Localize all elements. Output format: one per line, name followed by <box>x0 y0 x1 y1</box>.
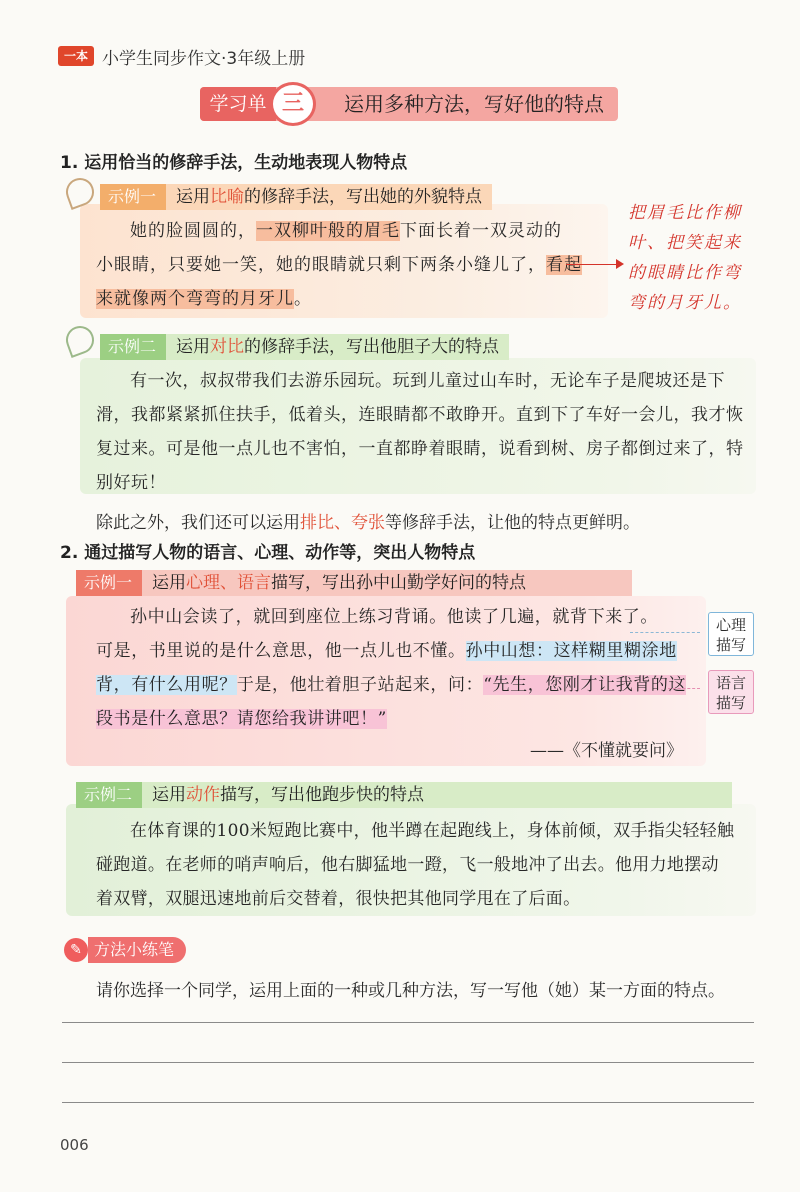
source-citation: ——《不懂就要问》 <box>530 741 683 761</box>
title-text: 描写，写出孙中山勤学好问的特点 <box>271 573 527 593</box>
example-tag: 示例二 <box>76 782 142 808</box>
example-paragraph <box>96 214 596 316</box>
example-header-4 <box>76 782 732 808</box>
highlighted-text: 段书是什么意思？请您给我讲讲吧！” <box>96 709 387 729</box>
paragraph-line: 着双臂，双腿迅速地前后交替着，很快把其他同学甩在了后面。 <box>96 889 581 909</box>
side-label-text: 描写 <box>715 636 746 654</box>
text-run: 小眼睛，只要她一笑，她的眼睛就只剩下两条小缝儿了， <box>96 255 546 275</box>
paragraph-line <box>96 248 596 282</box>
section-heading-2: 2. 通过描写人物的语言、心理、动作等，突出人物特点 <box>60 543 476 563</box>
title-text: 运用 <box>152 573 187 593</box>
text-run: 。 <box>294 289 312 309</box>
brand-logo: 一本 <box>58 46 94 66</box>
title-text: 描写，写出他跑步快的特点 <box>220 785 425 805</box>
highlighted-text: 一双柳叶般的眉毛 <box>256 221 400 241</box>
paperclip-icon <box>62 322 98 358</box>
example-title <box>166 184 492 210</box>
highlighted-text: “先生，您刚才让我背的这 <box>483 675 687 695</box>
paragraph-line: 复过来。可是他一点儿也不害怕，一直都睁着眼睛，说看到树、房子都倒过来了，特 <box>96 439 744 459</box>
example-tag: 示例一 <box>76 570 142 596</box>
worksheet-label: 学习单 <box>200 87 276 121</box>
highlighted-text: 背，有什么用呢？ <box>96 675 237 695</box>
example-tag: 示例二 <box>100 334 166 360</box>
side-label-psychology <box>708 612 754 656</box>
side-label-text: 语言 <box>715 674 746 692</box>
annotation-dash-line <box>630 632 700 633</box>
text-run: 于是，他壮着胆子站起来，问： <box>236 675 484 695</box>
example-paragraph <box>96 600 706 736</box>
section-heading-1: 1. 运用恰当的修辞手法，生动地表现人物特点 <box>60 153 408 173</box>
title-highlight: 心理、语言 <box>186 573 272 593</box>
worksheet-number-badge: 三 <box>270 82 316 126</box>
book-title: 小学生同步作文·3年级上册 <box>102 49 306 69</box>
highlighted-text: 排比、夸张 <box>300 513 385 533</box>
highlighted-text: 看起 <box>546 255 582 275</box>
paragraph-line <box>96 282 596 316</box>
title-highlight: 比喻 <box>210 187 245 207</box>
paragraph-line <box>96 214 596 248</box>
example-tag: 示例一 <box>100 184 166 210</box>
title-text: 运用 <box>152 785 187 805</box>
text-run: 除此之外，我们还可以运用 <box>96 513 300 533</box>
title-text: 运用 <box>176 187 211 207</box>
text-run: 等修辞手法，让他的特点更鲜明。 <box>385 513 640 533</box>
paragraph-line: 滑，我都紧紧抓住扶手，低着头，连眼睛都不敢睁开。直到下了车好一会儿，我才恢 <box>96 405 744 425</box>
side-label-text: 描写 <box>715 694 746 712</box>
example-header-2 <box>100 334 509 360</box>
page-number: 006 <box>60 1136 89 1154</box>
paragraph-line <box>96 668 706 702</box>
paragraph-line <box>96 702 706 736</box>
text-run: 可是，书里说的是什么意思，他一点儿也不懂。 <box>96 641 466 661</box>
side-label-text: 心理 <box>715 616 746 634</box>
example-paragraph <box>96 814 756 916</box>
paragraph-line: 别好玩！ <box>96 473 166 493</box>
writing-line[interactable] <box>62 1022 754 1023</box>
paragraph-line: 在体育课的100米短跑比赛中，他半蹲在起跑线上，身体前倾，双手指尖轻轻触 <box>130 821 735 841</box>
annotation-arrow <box>566 264 622 265</box>
paragraph-line: 有一次，叔叔带我们去游乐园玩。玩到儿童过山车时，无论车子是爬坡还是下 <box>130 371 725 391</box>
title-text: 运用 <box>176 337 211 357</box>
worksheet-title: 运用多种方法，写好他的特点 <box>344 92 604 116</box>
example-header-3 <box>76 570 632 596</box>
paragraph-line <box>96 634 706 668</box>
example-title <box>166 334 509 360</box>
arrow-head-icon <box>616 259 624 269</box>
text-run: 下面长着一双灵动的 <box>400 221 562 241</box>
example-paragraph <box>96 364 756 500</box>
writing-line[interactable] <box>62 1102 754 1103</box>
example-title <box>142 782 732 808</box>
highlighted-text: 来就像两个弯弯的月牙儿 <box>96 289 294 309</box>
title-text: 的修辞手法，写出她的外貌特点 <box>244 187 483 207</box>
example-title <box>142 570 632 596</box>
practice-label: 方法小练笔 <box>88 937 186 963</box>
title-highlight: 动作 <box>186 785 221 805</box>
annotation-dash-line <box>668 688 700 689</box>
handwritten-note: 把眉毛比作柳叶、把笑起来的眼睛比作弯弯的月牙儿。 <box>628 203 742 313</box>
writing-line[interactable] <box>62 1062 754 1063</box>
highlighted-text: 孙中山想：这样糊里糊涂地 <box>465 641 677 661</box>
summary-text <box>96 508 640 533</box>
paragraph-line <box>96 600 706 634</box>
side-label-speech <box>708 670 754 714</box>
practice-prompt: 请你选择一个同学，运用上面的一种或几种方法，写一写他（她）某一方面的特点。 <box>96 981 725 1001</box>
text-run: 孙中山会读了，就回到座位上练习背诵。他读了几遍，就背下来了。 <box>130 607 658 627</box>
paragraph-line: 碰跑道。在老师的哨声响后，他右脚猛地一蹬，飞一般地冲了出去。他用力地摆动 <box>96 855 719 875</box>
text-run: 她的脸圆圆的， <box>130 221 256 241</box>
title-text: 的修辞手法，写出他胆子大的特点 <box>244 337 500 357</box>
example-header-1 <box>100 184 492 210</box>
title-highlight: 对比 <box>210 337 245 357</box>
pen-icon: ✎ <box>64 938 88 962</box>
